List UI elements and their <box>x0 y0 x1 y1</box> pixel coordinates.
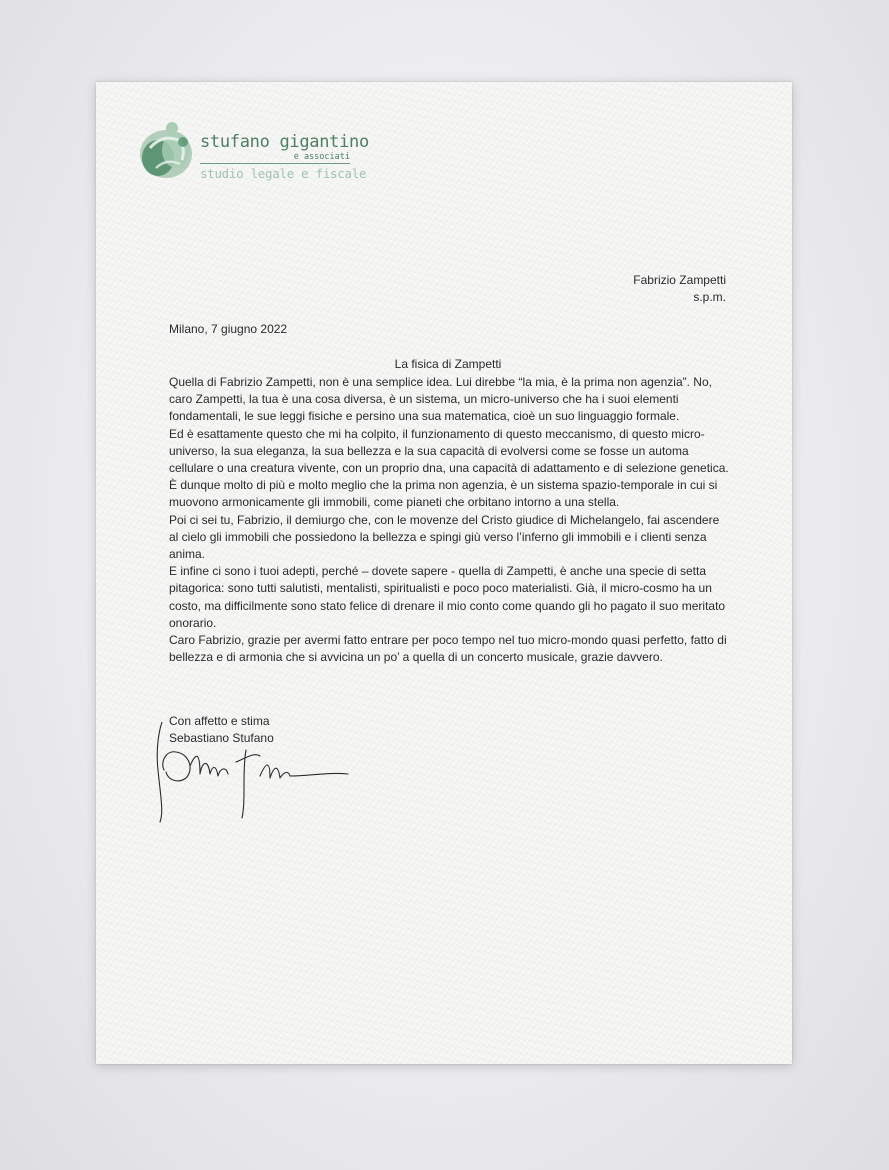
body-paragraph: Ed è esattamente questo che mi ha colpito, il funzionamento di questo meccanismo, di questo micro-universo, la sua eleganza, la sua bellezza e la sua capacità di evolversi come se fosse un automa cellulare o una creatura vivente, con un proprio dna, una capacità di adattamento e di selezione genetica. <box>169 426 729 476</box>
letter-body <box>169 374 731 666</box>
letter-sheet <box>96 82 792 1064</box>
letter-date: Milano, 7 giugno 2022 <box>169 322 288 336</box>
closing-phrase: Con affetto e stima <box>169 714 270 728</box>
firm-suffix: e associati <box>200 152 350 164</box>
signer-name: Sebastiano Stufano <box>169 731 274 745</box>
body-paragraph: Poi ci sei tu, Fabrizio, il demiurgo che, con le movenze del Cristo giudice di Michelangelo, fai ascendere al cielo gli immobili che possiedono la bellezza e spingi giù verso l’inferno gli immobili e i clienti senza anima. <box>169 512 720 562</box>
recipient-company: s.p.m. <box>693 290 726 304</box>
firm-tagline: studio legale e fiscale <box>200 166 367 181</box>
body-paragraph: Quella di Fabrizio Zampetti, non è una semplice idea. Lui direbbe “la mia, è la prima non agenzia”. No, caro Zampetti, la tua è una cosa diversa, è un sistema, un micro-universo che ha i suoi elementi fondamentali, le sue leggi fisiche e persino una sua matematica, cioè un suo linguaggio formale. <box>169 375 712 424</box>
letter-subject: La fisica di Zampetti <box>394 357 502 371</box>
recipient-block <box>633 272 726 306</box>
recipient-name: Fabrizio Zampetti <box>633 273 726 287</box>
firm-name: stufano gigantino <box>200 132 369 152</box>
body-paragraph: È dunque molto di più e molto meglio che la prima non agenzia, è un sistema spazio-temporale in cui si muovono armonicamente gli immobili, come pianeti che orbitano intorno a una stella. <box>169 478 718 510</box>
handwritten-signature <box>150 722 360 832</box>
body-paragraph: Caro Fabrizio, grazie per avermi fatto entrare per poco tempo nel tuo micro-mondo quasi perfetto, fatto di bellezza e di armonia che si avvicina un po’ a quella di un concerto musicale, grazie davvero. <box>169 633 727 665</box>
letterhead-logo <box>136 120 376 184</box>
firm-emblem-icon <box>136 120 198 182</box>
body-paragraph: E infine ci sono i tuoi adepti, perché – dovete sapere - quella di Zampetti, è anche una specie di setta pitagorica: sono tutti salutisti, mentalisti, spiritualisti e poco poco materialisti. Già, il micro-cosmo ha un costo, ma difficilmente sono stato felice di drenare il mio conto come quando gli ho pagato il suo meritato onorario. <box>169 564 726 630</box>
